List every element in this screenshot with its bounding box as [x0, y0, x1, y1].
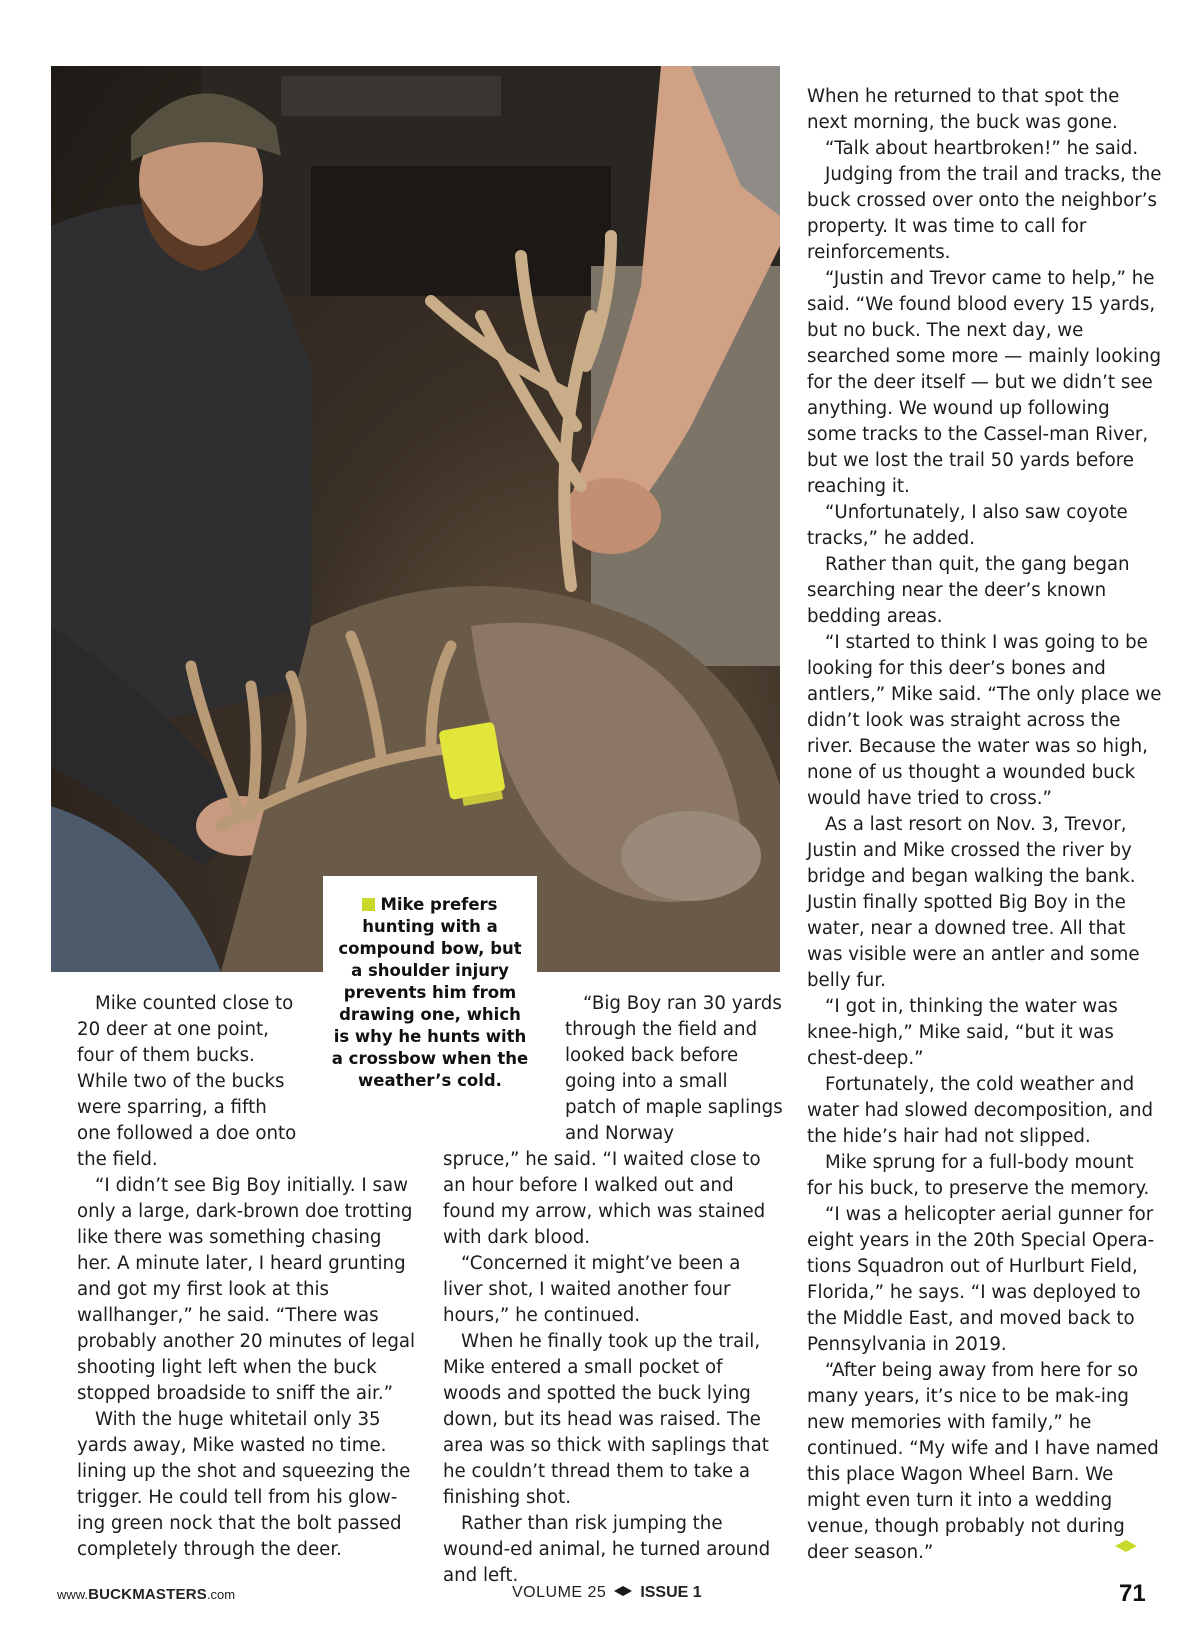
paragraph: When he returned to that spot the next morning, the buck was gone.: [807, 86, 1120, 133]
paragraph: Rather than quit, the gang began searching near the deer’s known bedding areas.: [807, 554, 1130, 627]
paragraph: “I started to think I was going to be looking for this deer’s bones and antlers,” Mike said. “The only place we didn’t look was straight across the river. Because the water was so high, none of us thought a wounded buck would have tried to cross.”: [807, 632, 1162, 809]
volume-issue: [512, 1584, 702, 1602]
site-name: BUCKMASTERS: [88, 1586, 207, 1603]
article-column-1: [77, 991, 417, 1563]
caption-bullet-square: [362, 898, 375, 911]
caption-text: Mike prefers hunting with a compound bow, but a shoulder injury prevents him from drawing one, which is why he hunts with a crossbow when the weather’s cold.: [331, 895, 529, 1090]
paragraph: “Big Boy ran 30 yards through the field and looked back before going into a small patch of maple saplings and Norway: [565, 993, 783, 1144]
paragraph: Rather than risk jumping the wound-ed animal, he turned around and left.: [443, 1513, 771, 1586]
article-column-2: [443, 991, 783, 1589]
paragraph: “After being away from here for so many years, it’s nice to be mak-ing new memories with family,” he continued. “My wife and I have named this place Wagon Wheel Barn. We might even turn it into a wedding venue, though probably not during deer season.”: [807, 1360, 1159, 1563]
paragraph: “Unfortunately, I also saw coyote tracks,” he added.: [807, 502, 1128, 549]
paragraph: With the huge whitetail only 35 yards away, Mike wasted no time. lining up the shot and squeezing the trigger. He could tell from his glow-ing green nock that the bolt passed completely through the deer.: [77, 1409, 411, 1560]
paragraph: Judging from the trail and tracks, the buck crossed over onto the neighbor’s property. It was time to call for reinforcements.: [807, 164, 1162, 263]
paragraph: spruce,” he said. “I waited close to an hour before I walked out and found my arrow, which was stained with dark blood.: [443, 1149, 766, 1248]
hunter-with-buck-photo: [51, 66, 780, 972]
end-of-article-diamond-icon: [1115, 1540, 1137, 1552]
page-number: 71: [1119, 1580, 1146, 1607]
site-suffix: .com: [206, 1587, 236, 1602]
diamond-separator-icon: [614, 1586, 632, 1596]
site-prefix: www.: [57, 1587, 89, 1602]
issue-label: ISSUE 1: [640, 1584, 702, 1601]
page-footer: [0, 1576, 1200, 1616]
website-url: [57, 1586, 235, 1603]
paragraph: When he finally took up the trail, Mike entered a small pocket of woods and spotted the buck lying down, but its head was raised. The area was so thick with saplings that he couldn’t thread them to take a finishing shot.: [443, 1331, 769, 1508]
article-column-3: [807, 84, 1162, 1566]
paragraph: As a last resort on Nov. 3, Trevor, Justin and Mike crossed the river by bridge and began walking the bank. Justin finally spotted Big Boy in the water, near a downed tree. All that was visible were an antler and some belly fur.: [807, 814, 1140, 991]
paragraph: Fortunately, the cold weather and water had slowed decomposition, and the hide’s hair had not slipped.: [807, 1074, 1154, 1147]
paragraph: Mike counted close to 20 deer at one point, four of them bucks. While two of the bucks were sparring, a fifth one followed a doe onto the field.: [77, 993, 297, 1170]
paragraph: “Justin and Trevor came to help,” he said. “We found blood every 15 yards, but no buck. The next day, we searched some more — mainly looking for the deer itself — but we didn’t see anything. We wound up following some tracks to the Cassel-man River, but we lost the trail 50 yards before reaching it.: [807, 268, 1162, 497]
paragraph: Mike sprung for a full-body mount for his buck, to preserve the memory.: [807, 1152, 1150, 1199]
volume-label: VOLUME 25: [512, 1584, 607, 1601]
photo-hunter-with-buck-icon: [51, 66, 780, 972]
paragraph: “I was a helicopter aerial gunner for eight years in the 20th Special Opera-tions Squadron out of Hurlburt Field, Florida,” he says. “I was deployed to the Middle East, and moved back to Pennsylvania in 2019.: [807, 1204, 1155, 1355]
paragraph: “Concerned it might’ve been a liver shot, I waited another four hours,” he continued.: [443, 1253, 741, 1326]
paragraph: “Talk about heartbroken!” he said.: [825, 138, 1139, 159]
paragraph: “I got in, thinking the water was knee-high,” Mike said, “but it was chest-deep.”: [807, 996, 1118, 1069]
paragraph: “I didn’t see Big Boy initially. I saw only a large, dark-brown doe trotting like there was something chasing her. A minute later, I heard grunting and got my first look at this wallhanger,” he said. “There was probably another 20 minutes of legal shooting light left when the buck stopped broadside to sniff the air.”: [77, 1175, 416, 1404]
